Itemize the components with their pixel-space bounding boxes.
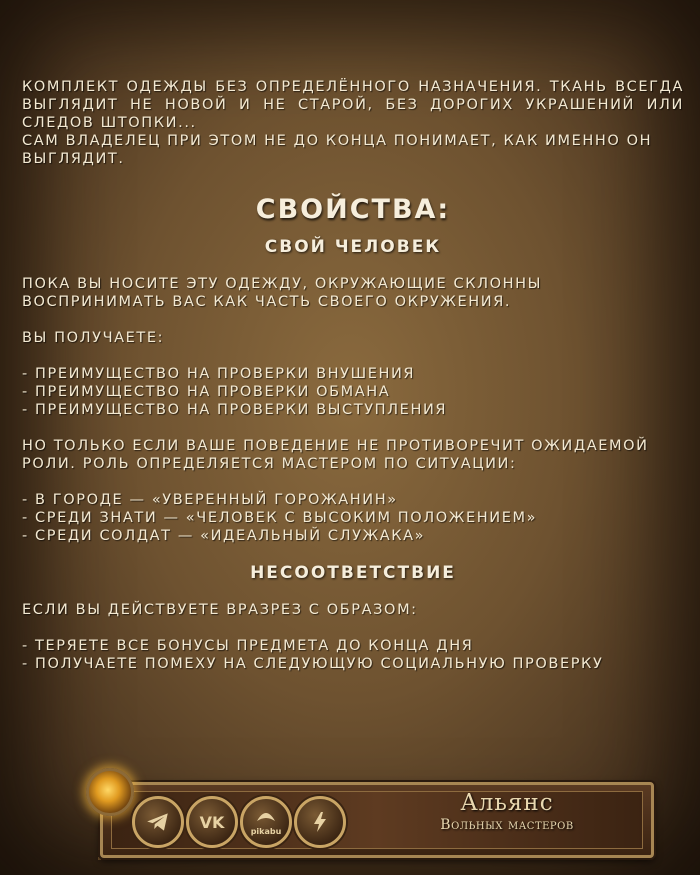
boosty-button[interactable] [294,796,346,848]
penalties-list [22,637,684,673]
item-description [22,78,684,673]
list-item: - СРЕДИ СОЛДАТ — «ИДЕАЛЬНЫЙ СЛУЖАКА» [22,527,684,545]
own-person-heading: СВОЙ ЧЕЛОВЕК [264,237,442,257]
list-item: - ПРЕИМУЩЕСТВО НА ПРОВЕРКИ ВНУШЕНИЯ [22,365,684,383]
own-person-text: ПОКА ВЫ НОСИТЕ ЭТУ ОДЕЖДУ, ОКРУЖАЮЩИЕ СКЛОННЫ ВОСПРИНИМАТЬ ВАС КАК ЧАСТЬ СВОЕГО ОКРУЖЕНИЯ. [22,276,543,310]
list-item: - ПРЕИМУЩЕСТВО НА ПРОВЕРКИ ОБМАНА [22,383,684,401]
intro-text-2: САМ ВЛАДЕЛЕЦ ПРИ ЭТОМ НЕ ДО КОНЦА ПОНИМАЕТ, КАК ИМЕННО ОН ВЫГЛЯДИТ. [22,133,653,167]
list-item: - ПРЕИМУЩЕСТВО НА ПРОВЕРКИ ВЫСТУПЛЕНИЯ [22,401,684,419]
mismatch-heading: НЕСООТВЕТСТВИЕ [250,563,456,583]
telegram-icon [145,809,171,835]
list-item: - СРЕДИ ЗНАТИ — «ЧЕЛОВЕК С ВЫСОКИМ ПОЛОЖЕНИЕМ» [22,509,684,527]
brand-logo [392,790,622,834]
telegram-button[interactable] [132,796,184,848]
list-item: - В ГОРОДЕ — «УВЕРЕННЫЙ ГОРОЖАНИН» [22,491,684,509]
list-item: - ПОЛУЧАЕТЕ ПОМЕХУ НА СЛЕДУЮЩУЮ СОЦИАЛЬНУЮ ПРОВЕРКУ [22,655,684,673]
advantages-list [22,365,684,419]
list-item: - ТЕРЯЕТЕ ВСЕ БОНУСЫ ПРЕДМЕТА ДО КОНЦА ДНЯ [22,637,684,655]
amber-gem-icon [86,768,134,816]
pikabu-button[interactable] [240,796,292,848]
vk-button[interactable] [186,796,238,848]
mismatch-text: ЕСЛИ ВЫ ДЕЙСТВУЕТЕ ВРАЗРЕЗ С ОБРАЗОМ: [22,602,418,618]
condition-text: НО ТОЛЬКО ЕСЛИ ВАШЕ ПОВЕДЕНИЕ НЕ ПРОТИВОРЕЧИТ ОЖИДАЕМОЙ РОЛИ. РОЛЬ ОПРЕДЕЛЯЕТСЯ МАСТЕРОМ ПО СИТУАЦИИ: [22,438,649,472]
boosty-icon [309,810,331,834]
svg-text:VK: VK [199,813,225,832]
pikabu-label: pikabu [250,826,282,836]
vk-icon [197,812,227,832]
roles-list [22,491,684,545]
footer-banner [70,768,652,860]
gain-label: ВЫ ПОЛУЧАЕТЕ: [22,330,165,346]
brand-subtitle: Вольных мастеров [440,817,574,833]
pikabu-icon [254,809,278,827]
properties-title: СВОЙСТВА: [255,194,451,225]
brand-title: Альянс [460,790,554,816]
intro-text-1: КОМПЛЕКТ ОДЕЖДЫ БЕЗ ОПРЕДЕЛЁННОГО НАЗНАЧЕНИЯ. ТКАНЬ ВСЕГДА ВЫГЛЯДИТ НЕ НОВОЙ И НЕ СТАРОЙ, БЕЗ ДОРОГИХ УКРАШЕНИЙ ИЛИ СЛЕДОВ ШТОПКИ... [22,79,684,131]
